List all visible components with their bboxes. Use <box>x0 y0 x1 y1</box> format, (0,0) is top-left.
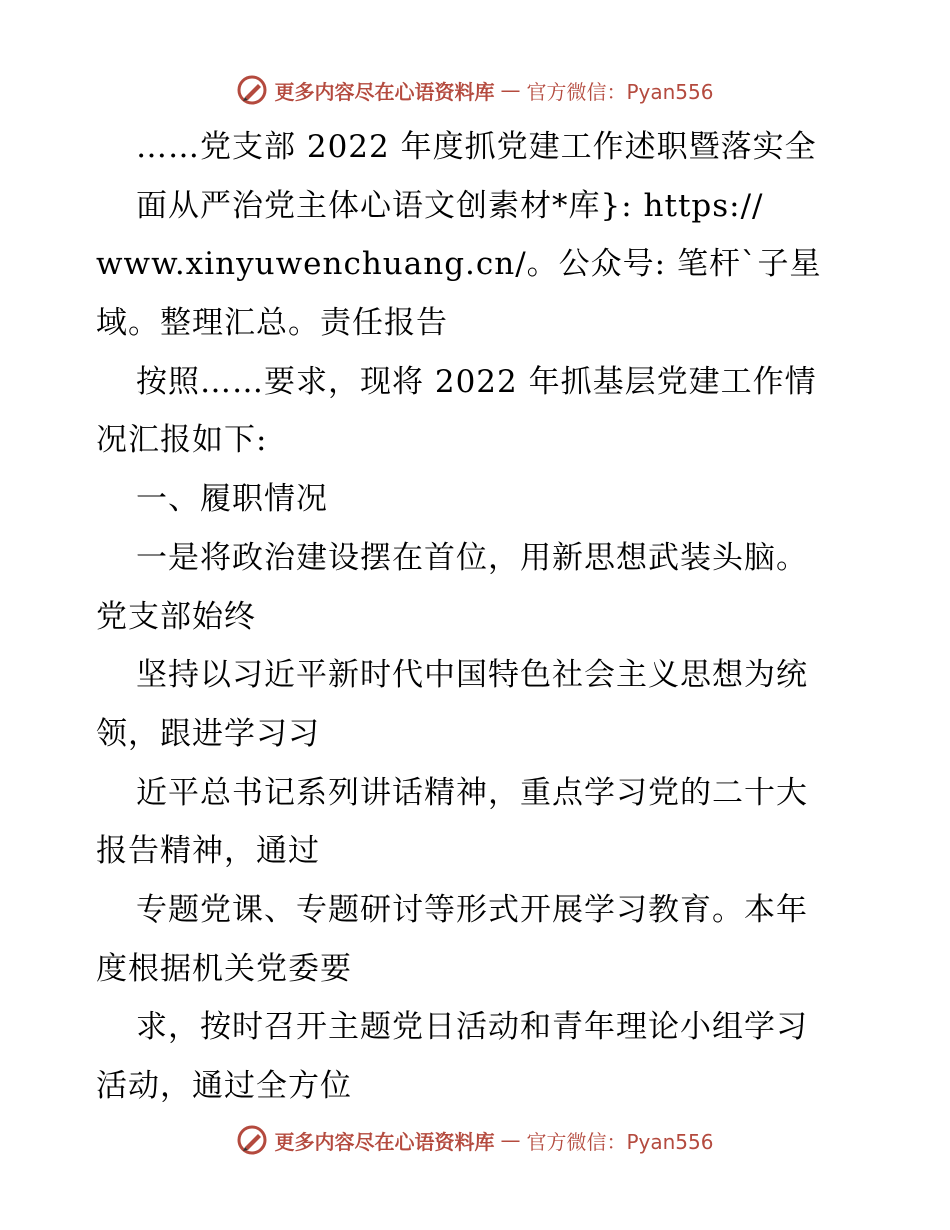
doc-line: 领，跟进学习习 <box>96 715 320 752</box>
doc-line: 求，按时召开主题党日活动和青年理论小组学习 <box>136 1009 808 1046</box>
doc-line: 党支部始终 <box>96 598 256 635</box>
watermark-wechat: 官方微信：Pyan556 <box>526 1129 714 1154</box>
doc-line: 面从严治党主体心语文创素材*库}: https:// <box>136 187 764 224</box>
doc-line: www.xinyuwenchuang.cn/。公众号: 笔杆`子星 <box>96 246 822 283</box>
doc-line: 近平总书记系列讲话精神，重点学习党的二十大 <box>136 774 808 811</box>
doc-line: 一、履职情况 <box>136 481 328 518</box>
watermark-separator: — <box>500 78 521 102</box>
doc-line: 按照……要求，现将 2022 年抓基层党建工作情 <box>136 363 817 400</box>
watermark-separator: — <box>500 1128 521 1152</box>
pen-logo-icon <box>236 74 268 106</box>
watermark-text: 更多内容尽在心语资料库 <box>274 1129 495 1154</box>
pen-logo-icon <box>236 1124 268 1156</box>
doc-line: 域。整理汇总。责任报告 <box>96 305 448 342</box>
header-watermark <box>0 70 950 110</box>
footer-watermark <box>0 1120 950 1160</box>
doc-line: 活动，通过全方位 <box>96 1068 352 1104</box>
doc-line: 度根据机关党委要 <box>96 950 352 987</box>
doc-line: 专题党课、专题研讨等形式开展学习教育。本年 <box>136 891 808 928</box>
doc-line: 报告精神，通过 <box>96 833 320 870</box>
doc-line: 一是将政治建设摆在首位，用新思想武装头脑。 <box>136 539 808 576</box>
doc-line: 坚持以习近平新时代中国特色社会主义思想为统 <box>136 657 808 694</box>
watermark-wechat: 官方微信：Pyan556 <box>526 79 714 104</box>
doc-line: 况汇报如下: <box>96 422 268 459</box>
document-body <box>96 118 866 1116</box>
doc-line: ……党支部 2022 年度抓党建工作述职暨落实全 <box>136 129 817 165</box>
watermark-text: 更多内容尽在心语资料库 <box>274 79 495 104</box>
